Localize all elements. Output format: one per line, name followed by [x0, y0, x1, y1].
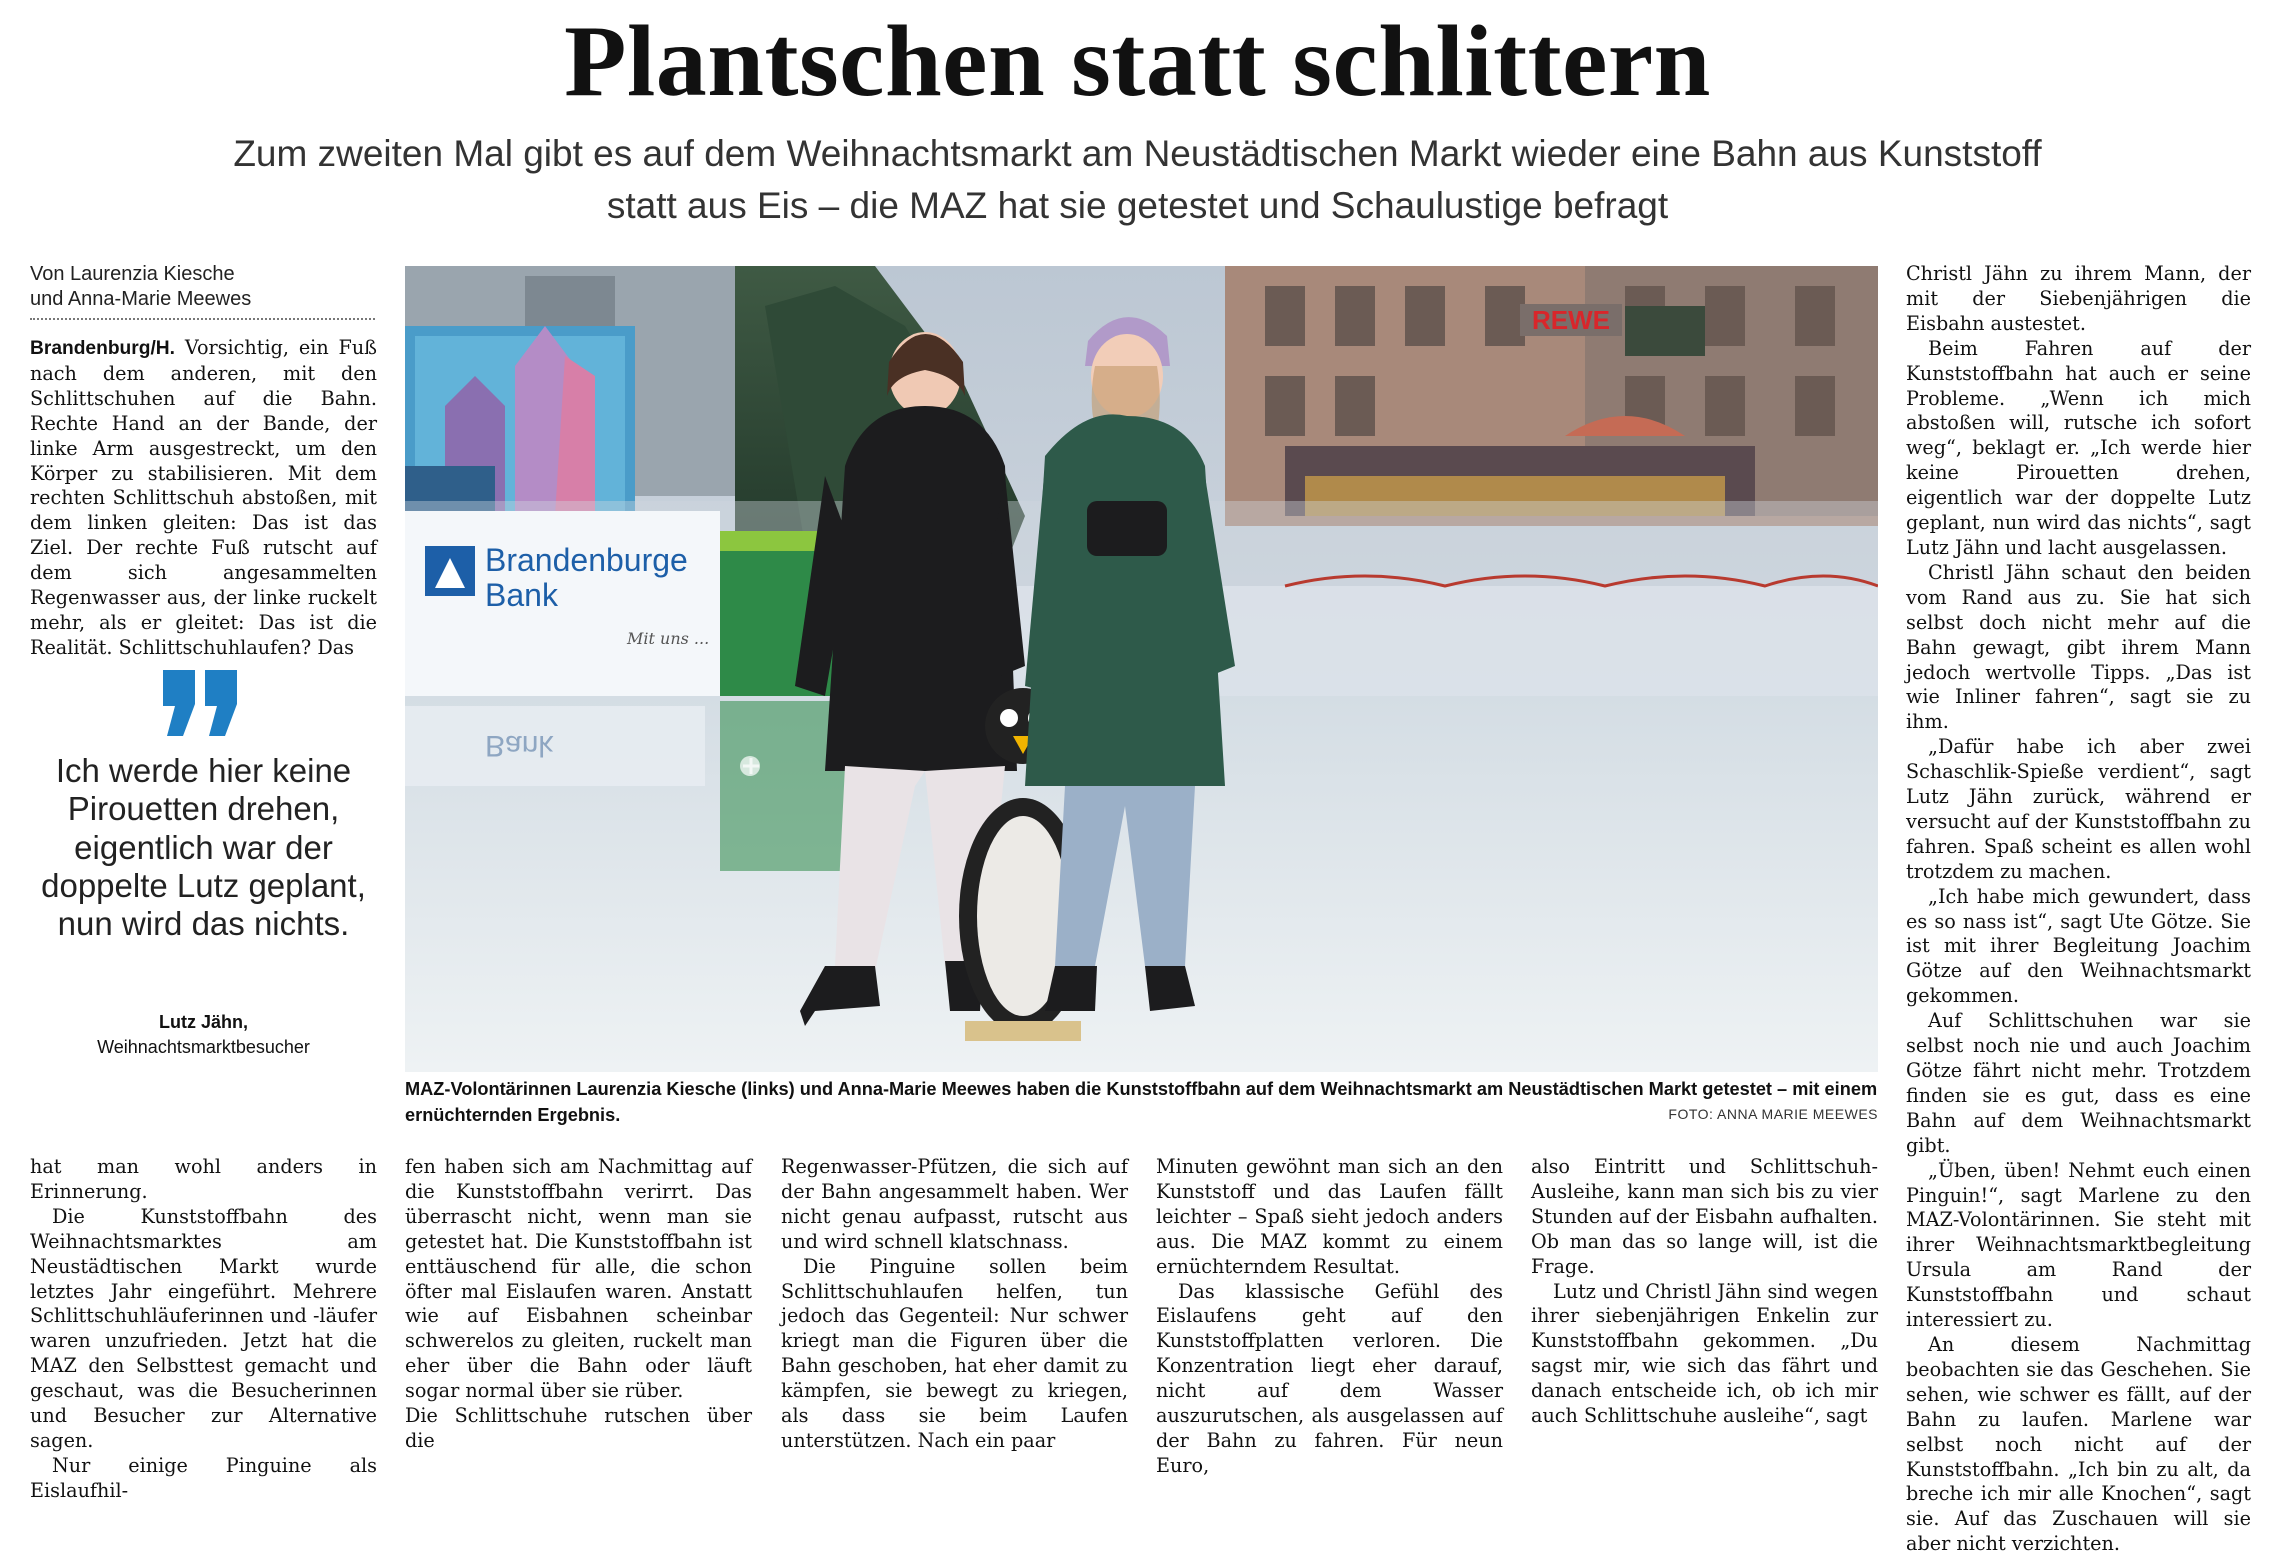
bank-sign-line-2: Bank: [485, 577, 558, 613]
paragraph: Das klassische Gefühl des Eislaufens geht auf den Kunststoffplatten verloren. Die Konzentration liegt eher darauf, nicht auf dem Wasser auszurutschen, als ausgelassen auf der Bahn zu fahren. Für neun Euro,: [1156, 1279, 1503, 1477]
paragraph: Lutz und Christl Jähn sind wegen ihrer siebenjährigen Enkelin zur Kunststoffbahn gekommen. „Du sagst mir, wie sich das fährt und danach entscheide ich, ob ich mir auch Schlittschuhe ausleihe“, sagt: [1531, 1279, 1878, 1428]
pull-quote-author: Lutz Jähn,: [159, 1012, 248, 1032]
article-column-3: [781, 1155, 1128, 1454]
paragraph: Christl Jähn schaut den beiden vom Rand aus zu. Sie hat sich selbst doch nicht mehr auf die Bahn gewagt, gibt ihrem Mann jedoch wertvolle Tipps. „Das ist wie Inliner fahren“, sagt sie zu ihm.: [1906, 560, 2251, 734]
article-photo: [405, 266, 1878, 1072]
subheadline: [0, 128, 2275, 232]
pull-quote: Ich werde hier keine Pirouetten drehen, eigentlich war der doppelte Lutz geplant, nun wird das nichts.: [41, 752, 366, 943]
quote-mark-icon: [161, 670, 241, 740]
pull-quote-attribution: [30, 1010, 377, 1060]
paragraph: hat man wohl anders in Erinnerung.: [30, 1155, 377, 1203]
headline: Plantschen statt schlittern: [564, 5, 1711, 118]
article-column-2: [405, 1155, 752, 1454]
lead-text: [30, 336, 377, 661]
article-column-4: [1156, 1155, 1503, 1479]
paragraph: Die Kunststoffbahn des Weihnachtsmarktes am Neustädtischen Markt wurde letztes Jahr eingeführt. Mehrere Schlittschuhläuferinnen und -läufer waren unzufrieden. Jetzt hat die MAZ den Selbsttest gemacht und geschaut, was die Besucherinnen und Besucher zur Alternative sagen.: [30, 1204, 377, 1452]
paragraph: Christl Jähn zu ihrem Mann, der mit der Siebenjährigen die Eisbahn austestet.: [1906, 262, 2251, 335]
photo-credit: FOTO: ANNA MARIE MEEWES: [1668, 1106, 1878, 1122]
byline-line-1: Von Laurenzia Kiesche: [30, 263, 235, 285]
byline: [30, 262, 375, 320]
article-column-1: [30, 1155, 377, 1504]
bank-reflection: Bank: [485, 729, 554, 762]
paragraph: also Eintritt und Schlittschuh-Ausleihe, kann man sich bis zu vier Stunden auf der Eisbahn aufhalten. Ob man das so lange will, ist die Frage.: [1531, 1155, 1878, 1278]
paragraph: „Üben, üben! Nehmt euch einen Pinguin!“, sagt Marlene zu den MAZ-Volontärinnen. Sie steht mit ihrer Weihnachtsmarktbegleitung Ursula am Rand der Kunststoffbahn und schaut interessiert zu.: [1906, 1158, 2251, 1332]
lead-paragraph: [30, 336, 377, 661]
article-column-5: [1531, 1155, 1878, 1429]
paragraph: Beim Fahren auf der Kunststoffbahn hat auch er seine Probleme. „Wenn ich mich abstoßen will, rutsche ich sofort weg“, beklagt er. „Ich werde hier keine Pirouetten drehen, eigentlich war der doppelte Lutz geplant, nun wird das nichts“, sagt Lutz Jähn und lacht ausgelassen.: [1906, 336, 2251, 559]
dateline: Brandenburg/H.: [30, 338, 175, 359]
bank-sign-slogan: Mit uns ...: [627, 629, 710, 648]
paragraph: Die Schlittschuhe rutschen über die: [405, 1404, 752, 1452]
paragraph: „Dafür habe ich aber zwei Schaschlik-Spieße verdient“, sagt Lutz Jähn zurück, während er versucht auf der Kunststoffbahn zu fahren. Spaß scheint es allen wohl trotzdem zu machen.: [1906, 735, 2251, 883]
paragraph: „Ich habe mich gewundert, dass es so nass ist“, sagt Ute Götze. Sie ist mit ihrer Begleitung Joachim Götze auf den Weihnachtsmarkt gekommen.: [1906, 884, 2251, 1008]
subheadline-line-1: Zum zweiten Mal gibt es auf dem Weihnachtsmarkt am Neustädtischen Markt wieder eine Bahn aus Kunststoff: [233, 133, 2042, 174]
rewe-sign: REWE: [1532, 305, 1610, 335]
paragraph: Minuten gewöhnt man sich an den Kunststoff und das Laufen fällt leichter – Spaß sieht jedoch anders aus. Die MAZ kommt zu einem ernüchterndem Resultat.: [1156, 1155, 1503, 1278]
paragraph: An diesem Nachmittag beobachten sie das Geschehen. Sie sehen, wie schwer es fällt, auf der Bahn zu laufen. Marlene war selbst noch nicht auf der Kunststoffbahn. „Ich bin zu alt, da breche ich mir alle Knochen“, sagt sie. Auf das Zuschauen will sie aber nicht verzichten.: [1906, 1332, 2251, 1556]
article-column-6: [1906, 262, 2251, 1557]
bank-sign-line-1: Brandenburge: [485, 542, 688, 578]
photo-caption: MAZ-Volontärinnen Laurenzia Kiesche (links) und Anna-Marie Meewes haben die Kunststoffbahn auf dem Weihnachtsmarkt am Neustädtischen Markt getestet – mit einem ernüchternden Ergebnis.: [405, 1079, 1878, 1125]
paragraph: Nur einige Pinguine als Eislaufhil-: [30, 1453, 377, 1502]
byline-line-2: und Anna-Marie Meewes: [30, 288, 252, 310]
lead-body: Vorsichtig, ein Fuß nach dem anderen, mit den Schlittschuhen auf die Bahn. Rechte Hand an der Bande, der linke Arm ausgestreckt, um den Körper zu stabilisieren. Mit dem rechten Schlittschuh abstoßen, mit dem linken gleiten: Das ist das Ziel. Der rechte Fuß rutscht auf dem sich angesammelten Regenwasser aus, der linke ruckelt mehr, als er gleitet: Das ist die Realität. Schlittschuhlaufen? Das: [30, 336, 378, 659]
pull-quote-role: Weihnachtsmarktbesucher: [97, 1037, 310, 1057]
subheadline-line-2: statt aus Eis – die MAZ hat sie getestet und Schaulustige befragt: [606, 185, 1669, 226]
paragraph: Die Pinguine sollen beim Schlittschuhlaufen helfen, tun jedoch das Gegenteil: Nur schwer kriegt man die Figuren über die Bahn geschoben, hat eher damit zu kämpfen, sie bewegt zu kriegen, als dass sie beim Laufen unterstützen. Nach ein paar: [781, 1254, 1128, 1452]
paragraph: fen haben sich am Nachmittag auf die Kunststoffbahn verirrt. Das überrascht nicht, wenn man sie getestet hat. Die Kunststoffbahn ist enttäuschend für alle, die schon öfter mal Eislaufen waren. Anstatt wie auf Eisbahnen scheinbar schwerelos zu gleiten, ruckelt man eher über die Bahn oder läuft sogar normal über sie rüber.: [405, 1155, 752, 1403]
paragraph: Regenwasser-Pfützen, die sich auf der Bahn angesammelt haben. Wer nicht genau aufpasst, rutscht aus und wird schnell klatschnass.: [781, 1155, 1128, 1253]
paragraph: Auf Schlittschuhen war sie selbst noch nie und auch Joachim Götze fährt nicht mehr. Trotzdem finden sie es gut, dass es eine Bahn auf dem Weihnachtsmarkt gibt.: [1906, 1009, 2251, 1157]
